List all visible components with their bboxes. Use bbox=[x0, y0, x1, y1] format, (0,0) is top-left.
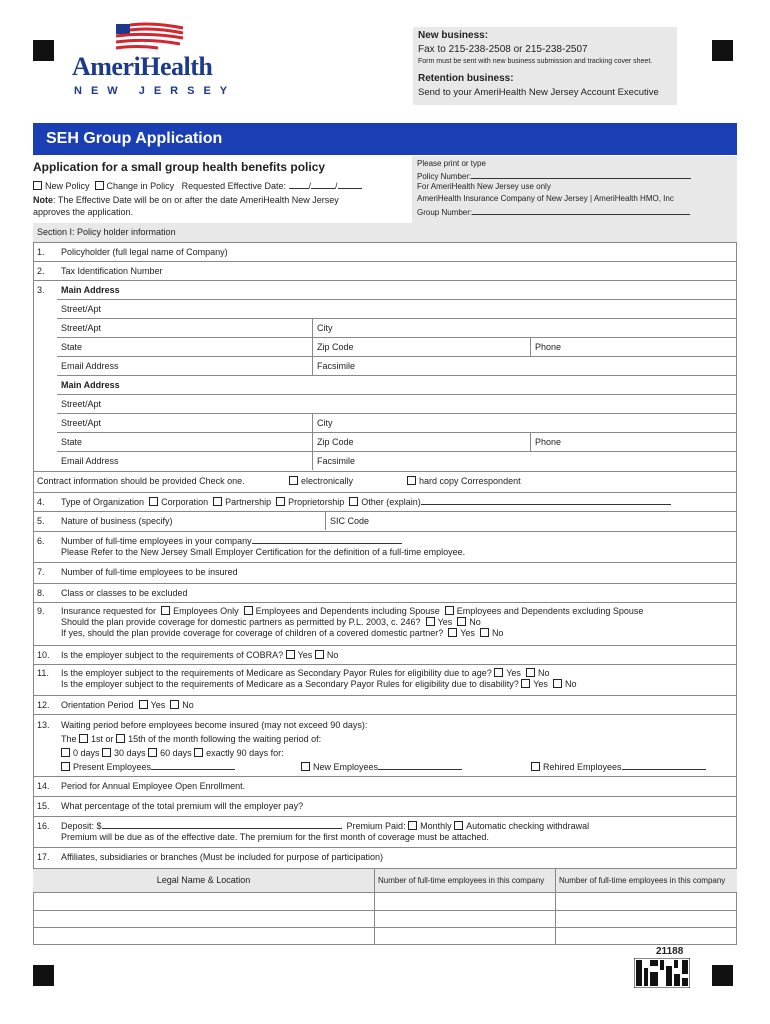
present-employees-checkbox[interactable] bbox=[61, 762, 70, 771]
yes-label: Yes bbox=[460, 628, 475, 638]
proprietorship-checkbox[interactable] bbox=[276, 497, 285, 506]
phone-label: Phone bbox=[535, 437, 562, 447]
yes-label: Yes bbox=[533, 679, 548, 689]
no-label: No bbox=[469, 617, 481, 627]
q4-label: Type of Organization bbox=[61, 497, 145, 507]
phone-cell[interactable] bbox=[530, 433, 737, 451]
policy-number-line bbox=[417, 170, 691, 181]
q2-row[interactable]: 2. Tax Identification Number bbox=[33, 261, 737, 280]
monthly-checkbox[interactable] bbox=[408, 821, 417, 830]
q16b-label: Premium will be due as of the effective date. The premium for the first month of coverage must be attached. bbox=[61, 832, 489, 842]
days-60-label: 60 days bbox=[160, 748, 192, 758]
col-legal-header: Legal Name & Location bbox=[156, 875, 251, 885]
retention-line: Send to your AmeriHealth New Jersey Account Executive bbox=[418, 87, 659, 98]
domestic-yes-checkbox[interactable] bbox=[426, 617, 435, 626]
new-employees-checkbox[interactable] bbox=[301, 762, 310, 771]
registration-mark bbox=[712, 40, 733, 61]
corporation-checkbox[interactable] bbox=[149, 497, 158, 506]
page-title: SEH Group Application bbox=[46, 130, 223, 147]
logo-text: AmeriHealth bbox=[72, 52, 213, 81]
days-0-checkbox[interactable] bbox=[61, 748, 70, 757]
fax-note: Form must be sent with new business submission and tracking cover sheet. bbox=[418, 58, 653, 65]
q14-row[interactable]: 14. Period for Annual Employee Open Enrollment. bbox=[33, 776, 737, 795]
retention-title: Retention business: bbox=[418, 73, 514, 84]
electronically-label: electronically bbox=[301, 476, 354, 486]
auto-check-checkbox[interactable] bbox=[454, 821, 463, 830]
note-body: : The Effective Date will be on or after the date AmeriHealth New Jersey bbox=[53, 195, 339, 205]
present-employees-field[interactable] bbox=[151, 761, 235, 770]
q3-row: 3. Main Address bbox=[33, 280, 737, 299]
registration-mark bbox=[712, 965, 733, 986]
email-label: Email Address bbox=[61, 361, 119, 371]
state-zip-row-2[interactable] bbox=[57, 432, 737, 451]
employees-only-label: Employees Only bbox=[173, 606, 239, 616]
street-label: Street/Apt bbox=[61, 323, 102, 333]
other-explain-field[interactable] bbox=[421, 496, 671, 505]
table-cell[interactable] bbox=[555, 893, 737, 910]
fax-cell[interactable] bbox=[312, 452, 737, 470]
no-label: No bbox=[537, 668, 550, 678]
present-employees-label: Present Employees bbox=[73, 762, 152, 772]
contact-label: Contract information should be provided Check one. bbox=[37, 476, 245, 486]
q6a-label: Number of full-time employees in your company bbox=[61, 536, 252, 546]
group-number-field[interactable] bbox=[472, 206, 690, 215]
print-note: Please print or type bbox=[417, 159, 486, 168]
employee-count-field[interactable] bbox=[252, 535, 402, 544]
new-policy-checkbox[interactable] bbox=[33, 181, 42, 190]
q13-row: 13. Waiting period before employees become insured (may not exceed 90 days): The 1st or 15th of the month following the waiting period of: 0 days 30 days 60 days exactly 90 days for: Present Employees New Employees Rehired Employees bbox=[33, 714, 737, 776]
barcode-icon bbox=[634, 958, 690, 988]
new-employees-label: New Employees bbox=[313, 762, 379, 772]
rehired-employees-label: Rehired Employees bbox=[543, 762, 622, 772]
q6-row: 6. Number of full-time employees in your company Please Refer to the New Jersey Small Employer Certification for the definition of a full-time employee. bbox=[33, 531, 737, 562]
q12-row: 12. Orientation Period Yes No bbox=[33, 695, 737, 714]
q6b-label: Please Refer to the New Jersey Small Employer Certification for the definition of a full-time employee. bbox=[61, 547, 466, 557]
q4-row: 4. Type of Organization Corporation Partnership Proprietorship Other (explain) bbox=[33, 492, 737, 511]
sic-cell[interactable] bbox=[325, 512, 737, 530]
no-label: No bbox=[564, 679, 577, 689]
form-number: 21188 bbox=[656, 946, 684, 957]
cobra-yes-checkbox[interactable] bbox=[286, 650, 295, 659]
zip-label: Zip Code bbox=[317, 342, 354, 352]
q3-label: Main Address bbox=[61, 285, 120, 295]
days-90-checkbox[interactable] bbox=[194, 748, 203, 757]
first-label: 1st or bbox=[91, 734, 114, 744]
hard-copy-checkbox[interactable] bbox=[407, 476, 416, 485]
zip-cell[interactable] bbox=[312, 338, 530, 356]
policy-type-line: New Policy Change in Policy Requested Effective Date: / / bbox=[33, 180, 362, 191]
other-checkbox[interactable] bbox=[349, 497, 358, 506]
q5-row[interactable]: 5. Nature of business (specify) SIC Code bbox=[33, 511, 737, 530]
street-row-2[interactable] bbox=[57, 394, 737, 413]
contact-preference-row bbox=[33, 471, 737, 490]
medicare-disability-no-checkbox[interactable] bbox=[553, 679, 562, 688]
note-label: Note bbox=[33, 195, 53, 205]
days-30-checkbox[interactable] bbox=[102, 748, 111, 757]
children-yes-checkbox[interactable] bbox=[448, 628, 457, 637]
effective-date-year[interactable] bbox=[338, 180, 362, 189]
rehired-employees-checkbox[interactable] bbox=[531, 762, 540, 771]
q11b-label: Is the employer subject to the requirements of Medicare as a Secondary Payor Rules for eligibility due to disability? bbox=[61, 679, 519, 689]
yes-label: Yes bbox=[150, 700, 166, 710]
q9c-label: If yes, should the plan provide coverage for coverage of children of a covered domestic partner? bbox=[61, 628, 444, 638]
fax-cell[interactable] bbox=[312, 357, 737, 375]
days-30-label: 30 days bbox=[114, 748, 146, 758]
deposit-field[interactable] bbox=[102, 820, 342, 829]
other-label: Other (explain) bbox=[361, 497, 421, 507]
new-business-title: New business: bbox=[418, 30, 489, 41]
emp-dep-excl-label: Employees and Dependents excluding Spouse bbox=[456, 606, 644, 616]
yes-label: Yes bbox=[297, 650, 313, 660]
q9-row: 9. Insurance requested for Employees Only Employees and Dependents including Spouse Employees and Dependents excluding Spouse Should the plan provide coverage for domestic partners as permitted by P.L. 2003, c. 246? Yes No If yes, should the plan provide coverage for coverage of children of a covered domestic partner? Yes No bbox=[33, 602, 737, 645]
use-only-note: For AmeriHealth New Jersey use only bbox=[417, 182, 551, 191]
q5-label: Nature of business (specify) bbox=[61, 516, 173, 526]
children-no-checkbox[interactable] bbox=[480, 628, 489, 637]
email-fax-row-2[interactable] bbox=[57, 451, 737, 470]
affiliates-table-header bbox=[33, 868, 737, 892]
state-label: State bbox=[61, 437, 83, 447]
fax-label: Facsimile bbox=[317, 361, 356, 371]
main-address-2-label: Main Address bbox=[61, 380, 120, 390]
fax-label: Facsimile bbox=[317, 456, 356, 466]
change-policy-checkbox[interactable] bbox=[95, 181, 104, 190]
q8-label: Class or classes to be excluded bbox=[61, 588, 188, 598]
yes-label: Yes bbox=[437, 617, 453, 627]
effective-date-month[interactable] bbox=[289, 180, 309, 189]
table-row[interactable] bbox=[33, 892, 737, 910]
days-90-label: exactly 90 days for: bbox=[206, 748, 284, 758]
email-fax-row[interactable] bbox=[57, 356, 737, 375]
auto-check-label: Automatic checking withdrawal bbox=[466, 821, 590, 831]
yes-label: Yes bbox=[506, 668, 521, 678]
note-body-2: approves the application. bbox=[33, 207, 134, 217]
medicare-age-no-checkbox[interactable] bbox=[526, 668, 535, 677]
flag-icon bbox=[108, 22, 188, 52]
section-header bbox=[33, 223, 737, 242]
q16-row: 16. Deposit: $ Premium Paid: Monthly Automatic checking withdrawal Premium will be due as of the effective date. The premium for the first month of coverage must be attached. bbox=[33, 816, 737, 847]
fifteenth-label: 15th of the month following the waiting period of: bbox=[128, 734, 322, 744]
q7-row[interactable]: 7. Number of full-time employees to be insured bbox=[33, 562, 737, 581]
rehired-employees-field[interactable] bbox=[622, 761, 706, 770]
orientation-yes-checkbox[interactable] bbox=[139, 700, 148, 709]
proprietorship-label: Proprietorship bbox=[288, 497, 345, 507]
medicare-age-yes-checkbox[interactable] bbox=[494, 668, 503, 677]
policy-number-field[interactable] bbox=[471, 170, 691, 179]
q9a-label: Insurance requested for bbox=[61, 606, 157, 616]
q7-label: Number of full-time employees to be insured bbox=[61, 567, 238, 577]
no-label: No bbox=[491, 628, 504, 638]
new-employees-field[interactable] bbox=[378, 761, 462, 770]
company-names: AmeriHealth Insurance Company of New Jersey | AmeriHealth HMO, Inc bbox=[417, 194, 674, 203]
q13b-the: The bbox=[61, 734, 77, 744]
zip-cell[interactable] bbox=[312, 433, 530, 451]
deposit-label: Deposit: $ bbox=[61, 821, 102, 831]
street-label: Street/Apt bbox=[61, 304, 102, 314]
corporation-label: Corporation bbox=[161, 497, 209, 507]
city-cell[interactable] bbox=[312, 319, 737, 337]
emp-dep-spouse-checkbox[interactable] bbox=[244, 606, 253, 615]
q1-row[interactable]: 1. Policyholder (full legal name of Company) bbox=[33, 242, 737, 261]
days-60-checkbox[interactable] bbox=[148, 748, 157, 757]
electronically-checkbox[interactable] bbox=[289, 476, 298, 485]
logo-sub: NEW JERSEY bbox=[74, 85, 237, 97]
no-label: No bbox=[182, 700, 194, 710]
group-number-line bbox=[417, 206, 690, 217]
table-cell[interactable] bbox=[374, 911, 555, 927]
q10-row: 10. Is the employer subject to the requirements of COBRA? Yes No bbox=[33, 645, 737, 664]
change-policy-label: Change in Policy bbox=[106, 181, 175, 191]
q11a-label: Is the employer subject to the requirements of Medicare as Secondary Payor Rules for eligibility due to age? bbox=[61, 668, 492, 678]
phone-cell[interactable] bbox=[530, 338, 737, 356]
street-label: Street/Apt bbox=[61, 399, 102, 409]
zip-label: Zip Code bbox=[317, 437, 354, 447]
street-row[interactable] bbox=[57, 299, 737, 318]
table-cell[interactable] bbox=[374, 893, 555, 910]
emp-dep-excl-checkbox[interactable] bbox=[445, 606, 454, 615]
new-policy-label: New Policy bbox=[45, 181, 90, 191]
phone-label: Phone bbox=[535, 342, 562, 352]
state-zip-row[interactable] bbox=[57, 337, 737, 356]
effective-date-label: Requested Effective Date: bbox=[181, 181, 286, 191]
q11-row: 11. Is the employer subject to the requirements of Medicare as Secondary Payor Rules for eligibility due to age? Yes No Is the employer subject to the requirements of Medicare as a Secondary Payor Rules for eligibility due to disability? Yes No bbox=[33, 664, 737, 695]
first-of-month-checkbox[interactable] bbox=[79, 734, 88, 743]
q1-label: Policyholder (full legal name of Company) bbox=[61, 247, 228, 257]
section-title: Section I: Policy holder information bbox=[37, 227, 176, 237]
q2-label: Tax Identification Number bbox=[61, 266, 163, 276]
fifteenth-checkbox[interactable] bbox=[116, 734, 125, 743]
partnership-checkbox[interactable] bbox=[213, 497, 222, 506]
q8-row[interactable]: 8. Class or classes to be excluded bbox=[33, 583, 737, 602]
main-address-2-row bbox=[57, 375, 737, 394]
monthly-label: Monthly bbox=[420, 821, 452, 831]
group-number-label: Group Number: bbox=[417, 208, 473, 217]
city-cell[interactable] bbox=[312, 414, 737, 432]
policy-number-label: Policy Number: bbox=[417, 172, 472, 181]
city-label: City bbox=[317, 323, 333, 333]
domestic-no-checkbox[interactable] bbox=[457, 617, 466, 626]
col-emp1-header: Number of full-time employees in this company bbox=[374, 869, 555, 892]
email-label: Email Address bbox=[61, 456, 119, 466]
q17-label: Affiliates, subsidiaries or branches (Must be included for purpose of participation) bbox=[61, 852, 384, 862]
q15-row[interactable]: 15. What percentage of the total premium will the employer pay? bbox=[33, 796, 737, 815]
q13a-label: Waiting period before employees become insured (may not exceed 90 days): bbox=[61, 720, 368, 730]
street-city-row-2[interactable] bbox=[57, 413, 737, 432]
sic-label: SIC Code bbox=[330, 516, 370, 526]
premium-paid-label: Premium Paid: bbox=[346, 821, 406, 831]
fax-line: Fax to 215-238-2508 or 215-238-2507 bbox=[418, 44, 588, 55]
q10-label: Is the employer subject to the requirements of COBRA? bbox=[61, 650, 284, 660]
table-row[interactable] bbox=[33, 927, 737, 945]
emp-dep-spouse-label: Employees and Dependents including Spouse bbox=[255, 606, 440, 616]
orientation-no-checkbox[interactable] bbox=[170, 700, 179, 709]
registration-mark bbox=[33, 40, 54, 61]
effective-date-day[interactable] bbox=[311, 180, 335, 189]
employees-only-checkbox[interactable] bbox=[161, 606, 170, 615]
table-cell[interactable] bbox=[555, 928, 737, 945]
state-label: State bbox=[61, 342, 83, 352]
q9b-label: Should the plan provide coverage for domestic partners as permitted by P.L. 2003, c. 246? bbox=[61, 617, 421, 627]
q14-label: Period for Annual Employee Open Enrollment. bbox=[61, 781, 246, 791]
table-cell[interactable] bbox=[555, 911, 737, 927]
medicare-disability-yes-checkbox[interactable] bbox=[521, 679, 530, 688]
col-emp2-header: Number of full-time employees in this company bbox=[555, 869, 737, 892]
registration-mark bbox=[33, 965, 54, 986]
days-0-label: 0 days bbox=[73, 748, 100, 758]
q17-row: 17. Affiliates, subsidiaries or branches (Must be included for purpose of participation) bbox=[33, 847, 737, 866]
table-row[interactable] bbox=[33, 910, 737, 927]
q15-label: What percentage of the total premium will the employer pay? bbox=[61, 801, 304, 811]
no-label: No bbox=[326, 650, 339, 660]
form-subtitle: Application for a small group health benefits policy bbox=[33, 160, 326, 174]
q12-label: Orientation Period bbox=[61, 700, 134, 710]
city-label: City bbox=[317, 418, 333, 428]
cobra-no-checkbox[interactable] bbox=[315, 650, 324, 659]
partnership-label: Partnership bbox=[225, 497, 272, 507]
table-cell[interactable] bbox=[374, 928, 555, 945]
hard-copy-label: hard copy bbox=[419, 476, 459, 486]
street-city-row[interactable] bbox=[57, 318, 737, 337]
correspondent-label: Correspondent bbox=[461, 476, 521, 486]
note-text bbox=[33, 195, 339, 205]
street-label: Street/Apt bbox=[61, 418, 102, 428]
